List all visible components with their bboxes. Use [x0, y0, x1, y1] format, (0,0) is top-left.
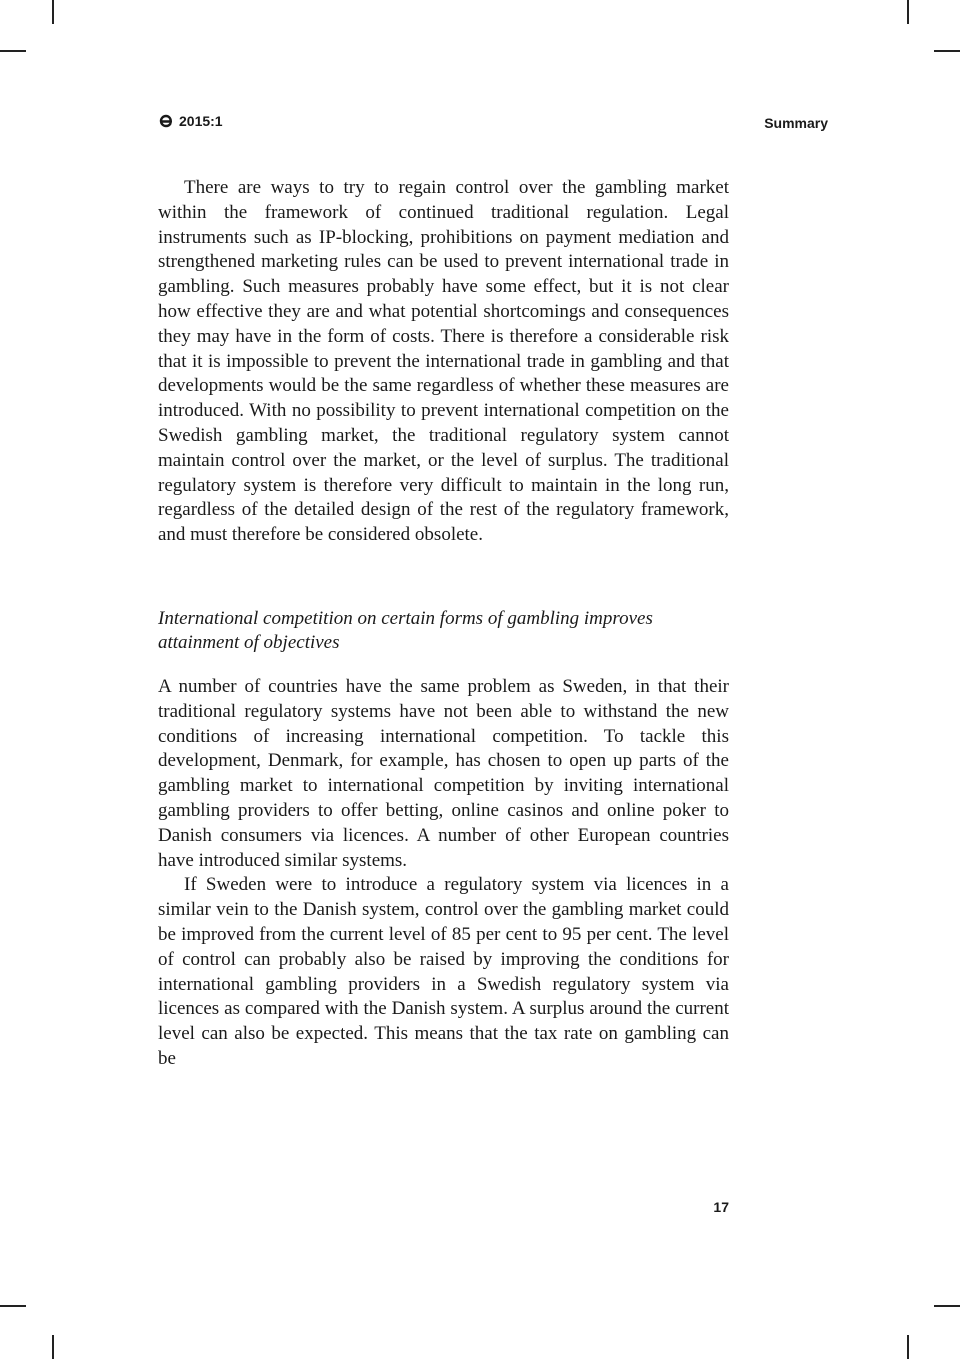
- paragraph: If Sweden were to introduce a regulatory system via licences in a similar vein to the Danish system, control over the gambling market could be improved from the current level of 85 per cent to 95 per cent. The level of control can probably also be raised by improving the conditions for international gambling providers in a Swedish regulatory system via licences as compared with the Danish system. A surplus around the current level can also be expected. This means that the tax rate on gambling can be: [158, 874, 729, 1069]
- body-text: [158, 176, 729, 1072]
- crop-mark-bottom-right-vertical: [907, 1335, 909, 1359]
- crop-mark-top-right-vertical: [907, 0, 909, 24]
- crop-mark-top-left-horizontal: [0, 50, 26, 52]
- crop-mark-top-right-horizontal: [934, 50, 960, 52]
- paragraph: There are ways to try to regain control over the gambling market within the framework of continued traditional regulation. Legal instruments such as IP-blocking, prohibitions on payment mediation and strengthened marketing rules can be used to prevent international trade in gambling. Such measures probably have some effect, but it is not clear how effective they are and what potential shortcomings and consequences they may have in the form of costs. There is therefore a considerable risk that it is impossible to prevent the international trade in gambling and that developments would be the same regardless of whether these measures are introduced. With no possibility to prevent international competition on the Swedish gambling market, the traditional regulatory system cannot maintain control over the market, or the level of surplus. The traditional regulatory system is therefore very difficult to maintain in the long run, regardless of the detailed design of the rest of the regulatory framework, and must therefore be considered obsolete.: [158, 177, 729, 546]
- series-number: 2015:1: [179, 113, 223, 129]
- sou-e-logo-icon: [158, 113, 174, 129]
- paragraph: A number of countries have the same problem as Sweden, in that their traditional regulatory systems have not been able to withstand the new conditions of increasing international competition. To tackle this development, Denmark, for example, has chosen to open up parts of the gambling market to international competition by inviting international gambling providers to offer betting, online casinos and online poker to Danish consumers via licences. A number of other European countries have introduced similar systems.: [158, 675, 729, 871]
- crop-mark-top-left-vertical: [52, 0, 54, 24]
- section-title: Summary: [764, 115, 828, 131]
- crop-mark-bottom-right-horizontal: [934, 1305, 960, 1307]
- crop-mark-bottom-left-horizontal: [0, 1305, 26, 1307]
- running-header: [158, 113, 828, 135]
- crop-mark-bottom-left-vertical: [52, 1335, 54, 1359]
- header-left: [158, 113, 223, 129]
- section-heading: International competition on certain forms of gambling improves attainment of objectives: [158, 607, 653, 653]
- page-number: 17: [713, 1199, 729, 1215]
